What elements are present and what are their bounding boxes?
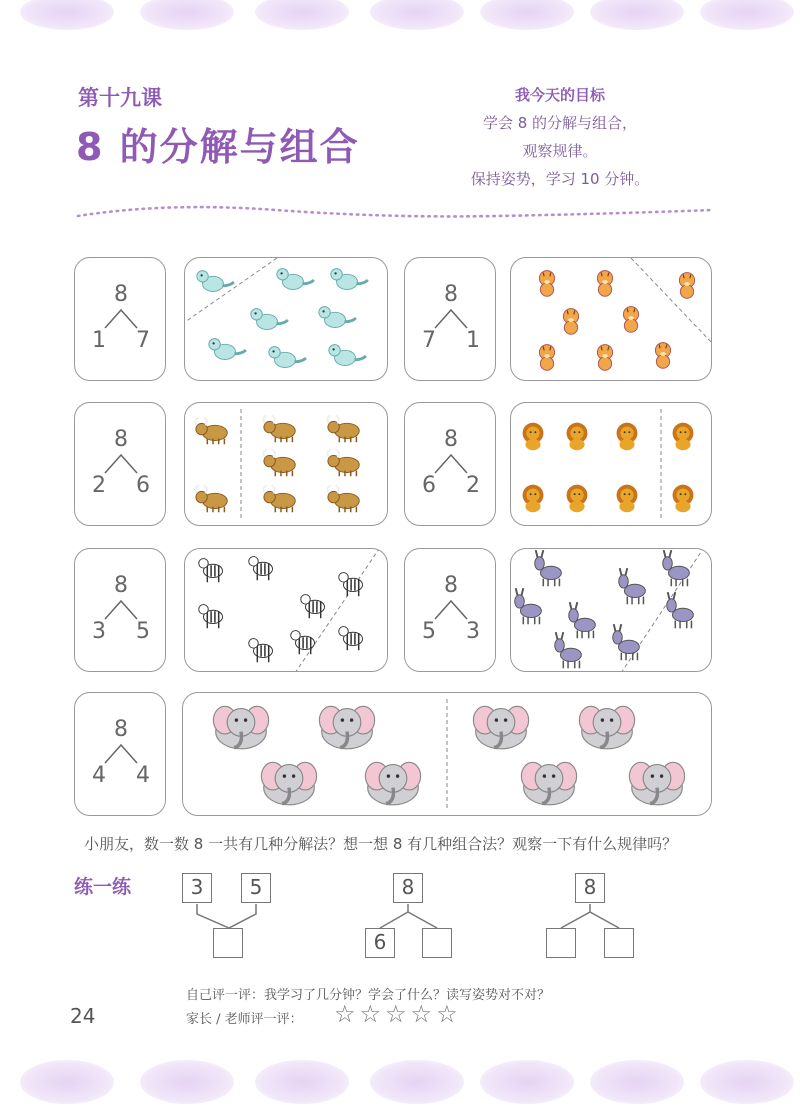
self-evaluation: 自己评一评：我学习了几分钟？学会了什么？读写姿势对不对？	[186, 988, 551, 1003]
decor-blob	[20, 1060, 114, 1104]
bond-left: 3	[92, 619, 106, 644]
goal-line: 学会 8 的分解与组合，	[482, 114, 638, 132]
bottom-decoration	[0, 1052, 800, 1108]
bond-left: 1	[92, 328, 106, 353]
page-number: 24	[70, 1004, 96, 1028]
bond-left: 6	[422, 473, 436, 498]
bond-total: 8	[444, 573, 458, 598]
decor-blob	[480, 1060, 574, 1104]
answer-box[interactable]	[213, 928, 243, 958]
decor-blob	[590, 1060, 684, 1104]
rating-stars[interactable]: ☆☆☆☆☆	[334, 1000, 462, 1028]
practice-box: 3	[182, 873, 212, 903]
bond-right: 3	[466, 619, 480, 644]
practice-label: 练一练	[74, 876, 132, 898]
bond-right: 7	[136, 328, 150, 353]
practice-box: 8	[393, 873, 423, 903]
decor-blob	[255, 1060, 349, 1104]
bond-left: 2	[92, 473, 106, 498]
question-text: 小朋友，数一数 8 一共有几种分解法？想一想 8 有几种组合法？观察一下有什么规律吗？	[84, 835, 678, 853]
decor-blob	[370, 1060, 464, 1104]
decor-blob	[700, 1060, 794, 1104]
lesson-number: 第十九课	[78, 86, 162, 110]
bond-right: 2	[466, 473, 480, 498]
answer-box[interactable]	[604, 928, 634, 958]
parent-evaluation: 家长 / 老师评一评：	[186, 1012, 303, 1027]
bond-left: 5	[422, 619, 436, 644]
bond-total: 8	[114, 573, 128, 598]
goal-title: 我今天的目标	[514, 86, 605, 104]
bond-right: 4	[136, 763, 150, 788]
practice-box: 6	[365, 928, 395, 958]
bond-left: 7	[422, 328, 436, 353]
decor-blob	[140, 1060, 234, 1104]
answer-box[interactable]	[546, 928, 576, 958]
bond-total: 8	[114, 717, 128, 742]
goal-line: 观察规律。	[522, 142, 598, 160]
bond-total: 8	[114, 282, 128, 307]
practice-box: 8	[575, 873, 605, 903]
practice-box: 5	[241, 873, 271, 903]
page-title: 8 的分解与组合	[76, 125, 360, 169]
bond-right: 6	[136, 473, 150, 498]
bond-total: 8	[444, 427, 458, 452]
bond-total: 8	[444, 282, 458, 307]
bond-right: 5	[136, 619, 150, 644]
goal-line: 保持姿势，学习 10 分钟。	[470, 170, 650, 188]
bond-right: 1	[466, 328, 480, 353]
bond-total: 8	[114, 427, 128, 452]
bond-left: 4	[92, 763, 106, 788]
answer-box[interactable]	[422, 928, 452, 958]
